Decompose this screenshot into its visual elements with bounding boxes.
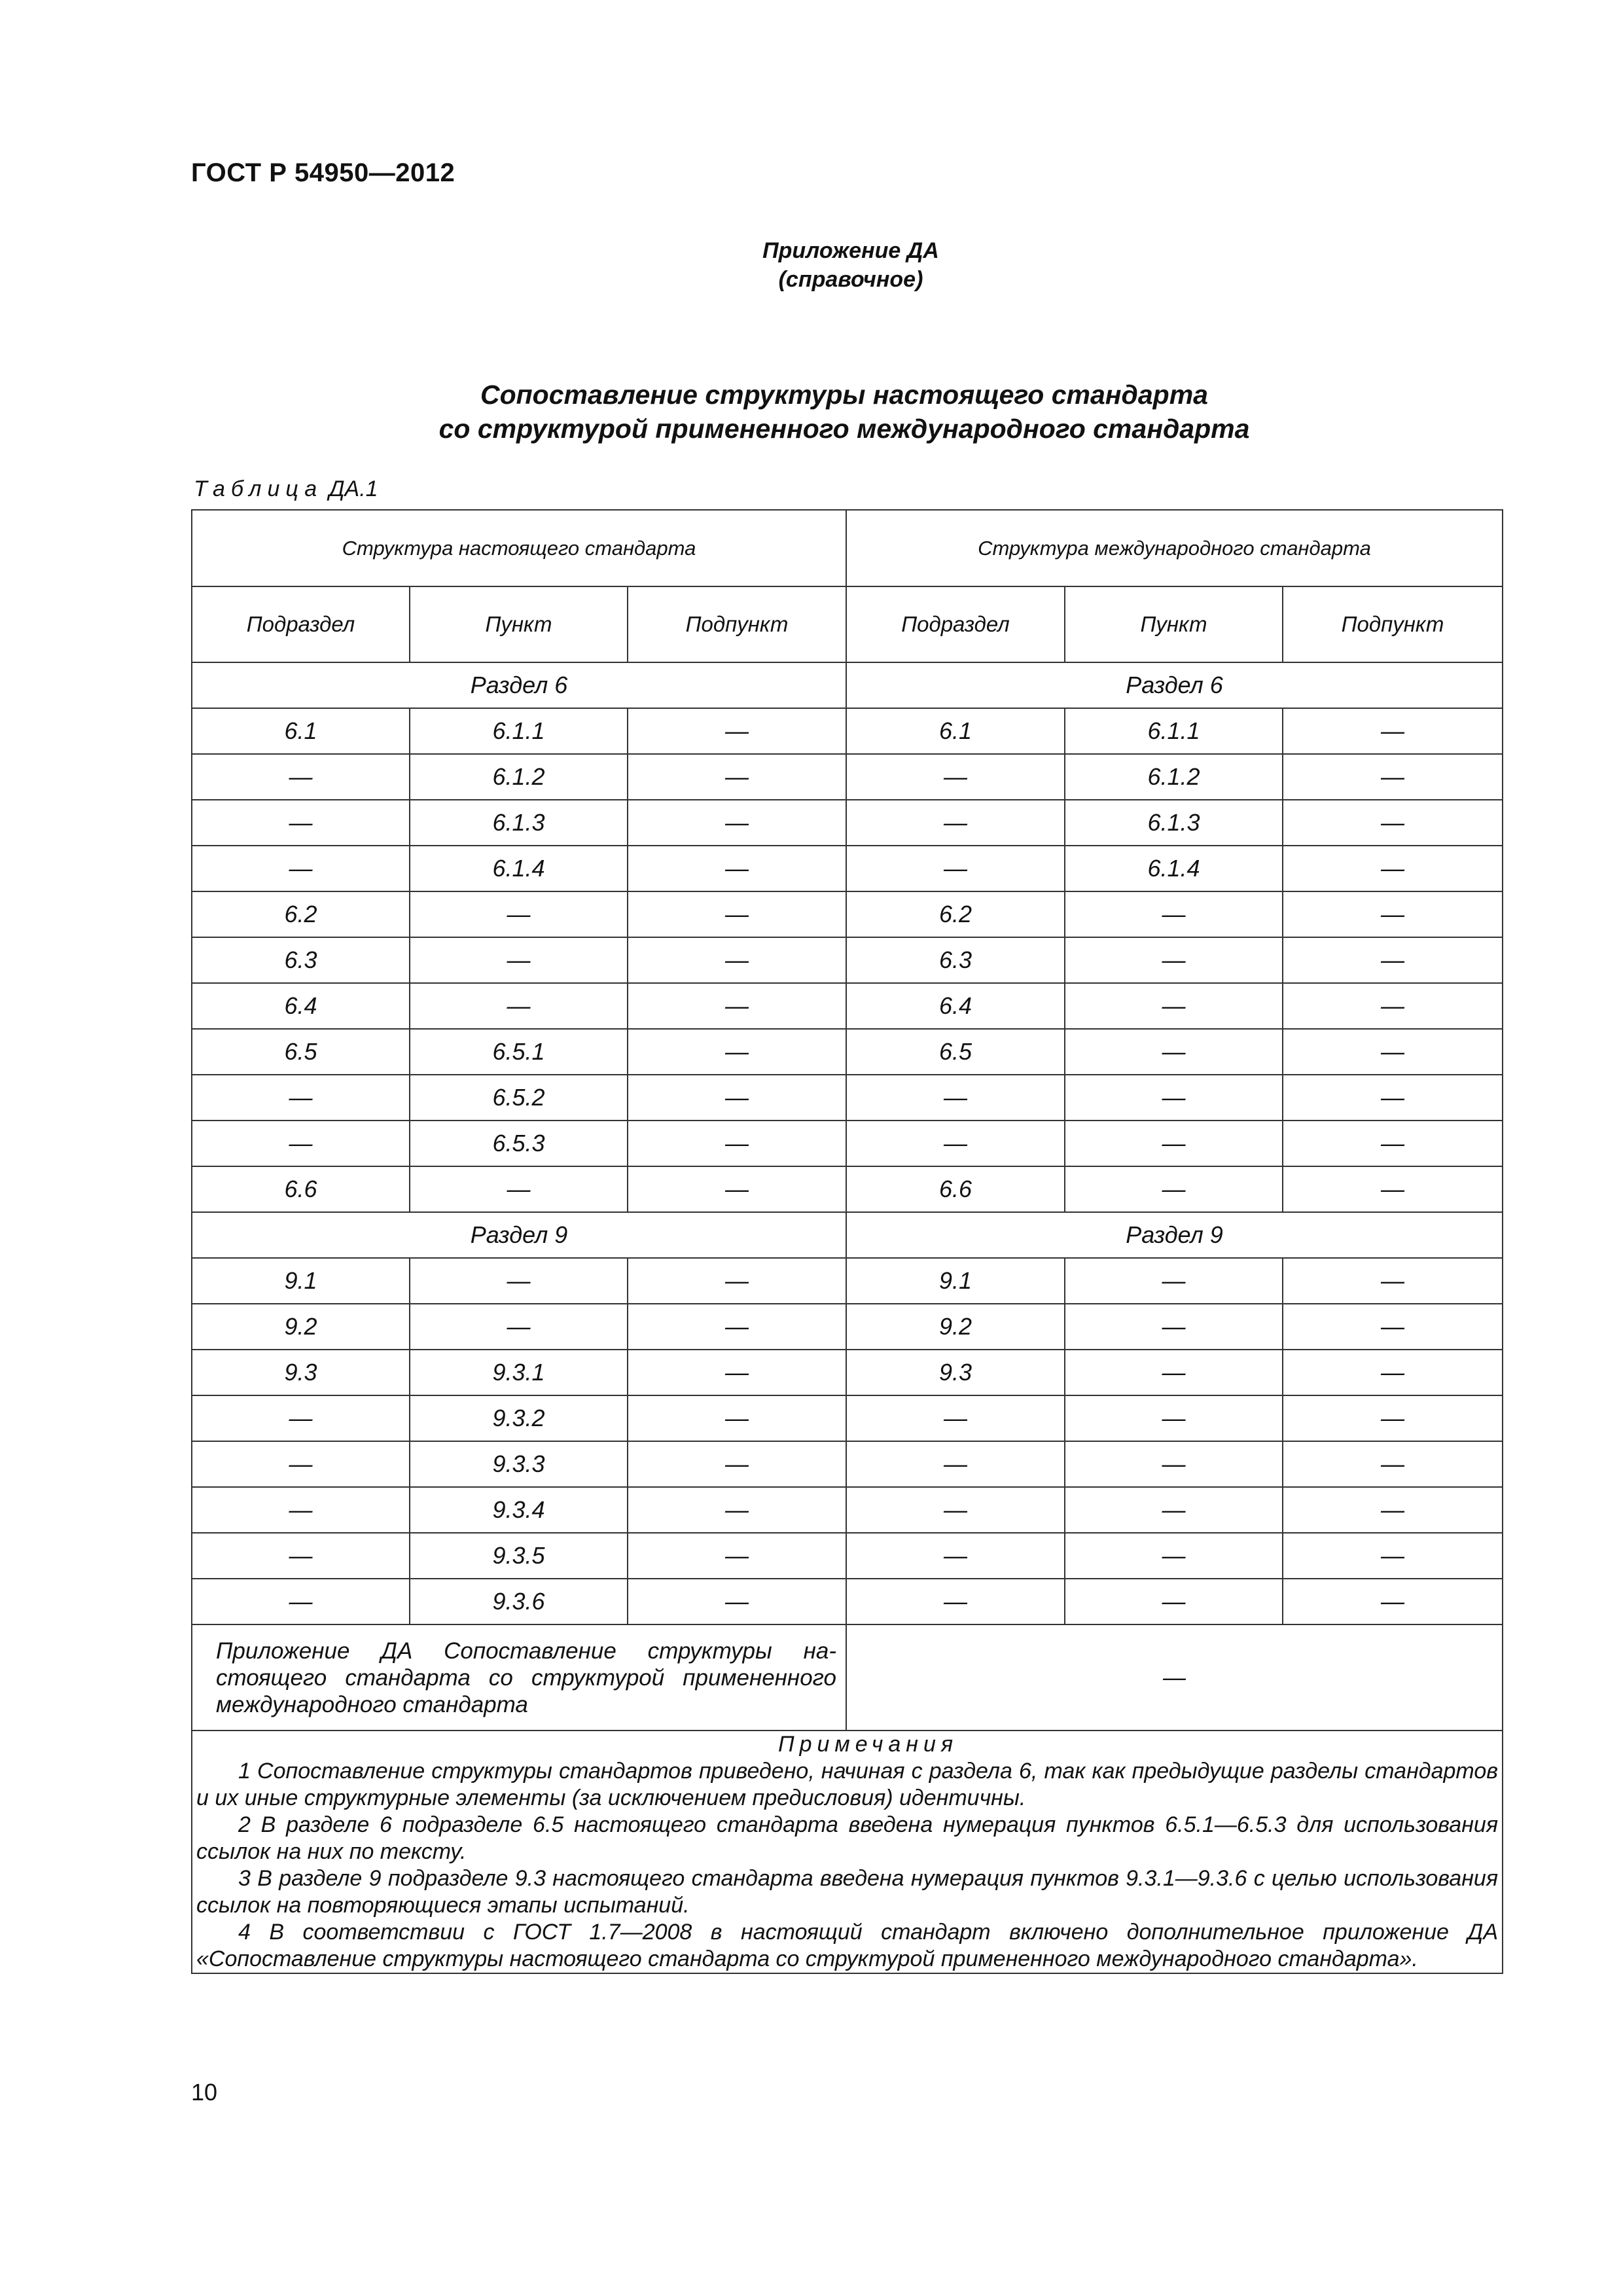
- table-cell: —: [192, 1075, 410, 1121]
- table-cell: 6.1.2: [1065, 754, 1283, 800]
- table-cell: —: [1283, 1166, 1503, 1212]
- table-cell: —: [1283, 1533, 1503, 1579]
- table-cell: —: [1283, 754, 1503, 800]
- table-cell: —: [410, 1166, 628, 1212]
- table-cell: 6.3: [846, 937, 1065, 983]
- appendix-row-label: Приложение ДА Сопоставление структуры на-стоящего стандарта со структурой примененного международного стандарта: [192, 1624, 846, 1731]
- table-row: [192, 754, 1503, 800]
- table-cell: 6.4: [846, 983, 1065, 1029]
- table-cell: —: [410, 983, 628, 1029]
- table-cell: —: [1065, 891, 1283, 937]
- table-cell: 6.5: [192, 1029, 410, 1075]
- table-cell: —: [1283, 1579, 1503, 1624]
- table-cell: 6.6: [192, 1166, 410, 1212]
- table-cell: —: [1283, 1258, 1503, 1304]
- table-cell: —: [410, 1258, 628, 1304]
- table-cell: 9.3.6: [410, 1579, 628, 1624]
- table-cell: —: [628, 754, 846, 800]
- notes-heading: Примечания: [777, 1732, 959, 1757]
- table-cell: 9.3.5: [410, 1533, 628, 1579]
- table-body: [192, 510, 1503, 1973]
- table-cell: —: [1065, 1579, 1283, 1624]
- table-row: [192, 1258, 1503, 1304]
- table-cell: 9.3: [846, 1350, 1065, 1395]
- column-header: Пункт: [1065, 586, 1283, 662]
- table-cell: 6.3: [192, 937, 410, 983]
- table-row: [192, 846, 1503, 891]
- table-row: [192, 983, 1503, 1029]
- table-row: [192, 1533, 1503, 1579]
- column-header: Подпункт: [1283, 586, 1503, 662]
- table-cell: —: [1065, 1075, 1283, 1121]
- table-cell: 6.1.4: [1065, 846, 1283, 891]
- table-row: [192, 1029, 1503, 1075]
- table-cell: —: [628, 1441, 846, 1487]
- table-cell: —: [410, 1304, 628, 1350]
- table-cell: —: [1283, 1441, 1503, 1487]
- table-cell: 9.1: [846, 1258, 1065, 1304]
- column-header: Пункт: [410, 586, 628, 662]
- table-cell: —: [628, 983, 846, 1029]
- table-row: [192, 1304, 1503, 1350]
- table-row: [192, 1166, 1503, 1212]
- table-row: [192, 1487, 1503, 1533]
- table-cell: —: [846, 1075, 1065, 1121]
- section-row: [192, 662, 1503, 708]
- table-cell: —: [1065, 1166, 1283, 1212]
- table-cell: 9.3.1: [410, 1350, 628, 1395]
- table-cell: —: [1065, 1304, 1283, 1350]
- table-cell: —: [846, 1533, 1065, 1579]
- table-cell: 6.5.2: [410, 1075, 628, 1121]
- table-cell: —: [628, 1121, 846, 1166]
- table-row: [192, 1441, 1503, 1487]
- structure-comparison-table: [191, 509, 1503, 1974]
- table-cell: —: [1283, 891, 1503, 937]
- table-cell: —: [192, 1441, 410, 1487]
- group-header-row: [192, 510, 1503, 586]
- group-header-national: Структура настоящего стандарта: [192, 510, 846, 586]
- table-cell: —: [1065, 1487, 1283, 1533]
- table-cell: 9.3: [192, 1350, 410, 1395]
- table-cell: —: [1283, 800, 1503, 846]
- table-cell: —: [846, 846, 1065, 891]
- table-cell: —: [628, 1029, 846, 1075]
- table-cell: —: [1283, 1029, 1503, 1075]
- table-cell: —: [192, 1121, 410, 1166]
- table-cell: —: [1283, 1487, 1503, 1533]
- table-cell: 6.1: [846, 708, 1065, 754]
- table-cell: 6.5: [846, 1029, 1065, 1075]
- table-cell: —: [410, 937, 628, 983]
- table-cell: 6.2: [846, 891, 1065, 937]
- table-cell: 6.2: [192, 891, 410, 937]
- table-caption-label: Таблица: [194, 476, 323, 501]
- document-title-line-2: со структурой примененного международного стандарта: [438, 414, 1250, 444]
- table-row: [192, 937, 1503, 983]
- table-row: [192, 1350, 1503, 1395]
- table-caption: [194, 476, 378, 502]
- table-cell: —: [628, 1258, 846, 1304]
- table-cell: —: [192, 800, 410, 846]
- table-cell: —: [628, 800, 846, 846]
- table-cell: 9.3.3: [410, 1441, 628, 1487]
- table-cell: 6.1.4: [410, 846, 628, 891]
- table-cell: —: [1283, 937, 1503, 983]
- table-cell: —: [628, 708, 846, 754]
- table-cell: —: [628, 1075, 846, 1121]
- table-row: [192, 1395, 1503, 1441]
- table-cell: —: [192, 1533, 410, 1579]
- table-cell: —: [1283, 708, 1503, 754]
- table-row: [192, 891, 1503, 937]
- table-cell: 6.1.1: [1065, 708, 1283, 754]
- table-cell: —: [628, 846, 846, 891]
- table-cell: —: [1283, 1075, 1503, 1121]
- note-item: 2 В разделе 6 подразделе 6.5 настоящего стандарта введена нумерация пунктов 6.5.1—6.5.3 для использования ссылок на них по тексту.: [196, 1812, 1498, 1864]
- table-cell: 6.1.2: [410, 754, 628, 800]
- page-number: 10: [191, 2079, 218, 2106]
- table-cell: —: [1065, 1350, 1283, 1395]
- table-cell: —: [1283, 1121, 1503, 1166]
- table-cell: —: [846, 754, 1065, 800]
- appendix-kind: (справочное): [778, 267, 923, 292]
- table-cell: —: [846, 1121, 1065, 1166]
- table-cell: 6.6: [846, 1166, 1065, 1212]
- note-item: 4 В соответствии с ГОСТ 1.7—2008 в настоящий стандарт включено дополнительное приложение ДА «Сопоставление структуры настоящего стандарта со структурой примененного международного стандарта».: [196, 1920, 1498, 1971]
- table-cell: 6.5.3: [410, 1121, 628, 1166]
- document-title-line-1: Сопоставление структуры настоящего стандарта: [480, 380, 1208, 410]
- table-cell: 9.3.2: [410, 1395, 628, 1441]
- table-cell: —: [1065, 1395, 1283, 1441]
- table-cell: —: [1283, 846, 1503, 891]
- notes-row: [192, 1731, 1503, 1973]
- section-label: Раздел 9: [192, 1212, 846, 1258]
- group-header-international: Структура международного стандарта: [846, 510, 1503, 586]
- table-cell: 6.1.3: [1065, 800, 1283, 846]
- table-row: [192, 708, 1503, 754]
- table-cell: —: [1065, 937, 1283, 983]
- table-cell: —: [192, 1395, 410, 1441]
- table-cell: —: [192, 846, 410, 891]
- appendix-title: Приложение ДА: [762, 238, 939, 263]
- table-cell: —: [1065, 1029, 1283, 1075]
- table-cell: —: [628, 891, 846, 937]
- table-cell: —: [846, 800, 1065, 846]
- table-cell: —: [1065, 1533, 1283, 1579]
- table-cell: —: [1283, 1395, 1503, 1441]
- table-cell: —: [1065, 1121, 1283, 1166]
- table-row: [192, 1121, 1503, 1166]
- table-cell: —: [846, 1487, 1065, 1533]
- column-header-row: [192, 586, 1503, 662]
- standard-code: ГОСТ Р 54950—2012: [191, 158, 455, 187]
- table-cell: —: [192, 1487, 410, 1533]
- table-cell: —: [1065, 983, 1283, 1029]
- table-cell: 9.2: [846, 1304, 1065, 1350]
- appendix-row: [192, 1624, 1503, 1731]
- table-cell: —: [628, 1304, 846, 1350]
- table-cell: —: [628, 1487, 846, 1533]
- column-header: Подпункт: [628, 586, 846, 662]
- note-item: 3 В разделе 9 подразделе 9.3 настоящего стандарта введена нумерация пунктов 9.3.1—9.3.6 с целью использования ссылок на повторяющиеся этапы испытаний.: [196, 1866, 1498, 1918]
- appendix-row-value: —: [846, 1624, 1503, 1731]
- table-cell: —: [628, 937, 846, 983]
- note-item: 1 Сопоставление структуры стандартов приведено, начиная с раздела 6, так как предыдущие разделы стандартов и их иные структурные элементы (за исключением предисловия) идентичны.: [196, 1759, 1498, 1810]
- table-row: [192, 1579, 1503, 1624]
- table-cell: 6.5.1: [410, 1029, 628, 1075]
- table-cell: —: [1283, 1350, 1503, 1395]
- section-label: Раздел 6: [846, 662, 1503, 708]
- table-cell: 6.4: [192, 983, 410, 1029]
- table-cell: 6.1.3: [410, 800, 628, 846]
- table-cell: 9.3.4: [410, 1487, 628, 1533]
- section-label: Раздел 6: [192, 662, 846, 708]
- table-cell: 6.1: [192, 708, 410, 754]
- table-cell: —: [628, 1579, 846, 1624]
- table-cell: —: [1065, 1258, 1283, 1304]
- column-header: Подраздел: [192, 586, 410, 662]
- table-cell: —: [846, 1395, 1065, 1441]
- notes-cell: [192, 1731, 1503, 1973]
- table-cell: —: [628, 1350, 846, 1395]
- table-caption-number: ДА.1: [329, 476, 378, 501]
- column-header: Подраздел: [846, 586, 1065, 662]
- table-cell: —: [846, 1441, 1065, 1487]
- section-row: [192, 1212, 1503, 1258]
- table-cell: 9.2: [192, 1304, 410, 1350]
- table-cell: —: [192, 1579, 410, 1624]
- section-label: Раздел 9: [846, 1212, 1503, 1258]
- table-cell: —: [628, 1166, 846, 1212]
- table-row: [192, 1075, 1503, 1121]
- table-cell: 9.1: [192, 1258, 410, 1304]
- table-cell: 6.1.1: [410, 708, 628, 754]
- table-cell: —: [628, 1533, 846, 1579]
- table-cell: —: [628, 1395, 846, 1441]
- table-cell: —: [1283, 983, 1503, 1029]
- table-row: [192, 800, 1503, 846]
- table-cell: —: [1283, 1304, 1503, 1350]
- table-cell: —: [1065, 1441, 1283, 1487]
- table-cell: —: [846, 1579, 1065, 1624]
- table-cell: —: [410, 891, 628, 937]
- table-cell: —: [192, 754, 410, 800]
